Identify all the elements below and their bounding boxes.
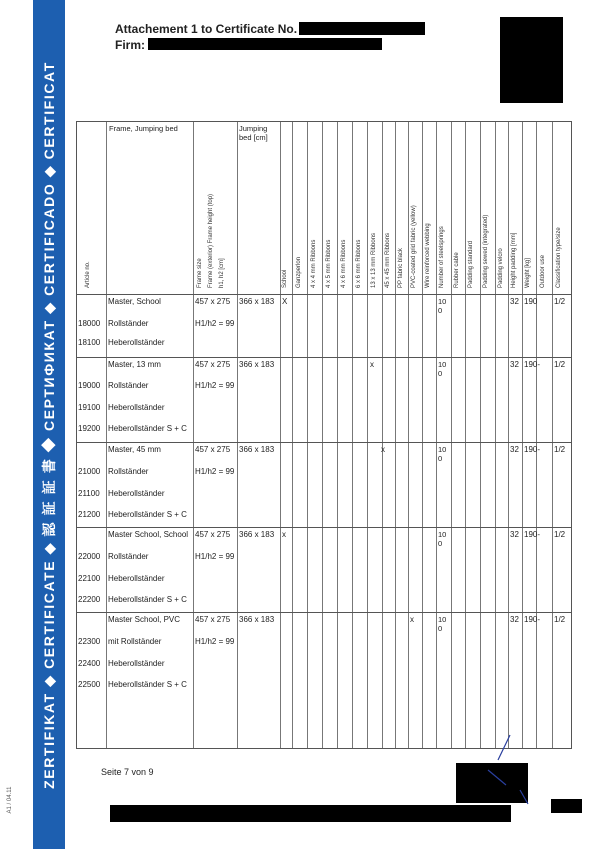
classification-header: Classification type/size (556, 227, 562, 288)
article-no: 22100 (78, 574, 101, 583)
variant: Heberollständer S + C (108, 424, 187, 433)
frame-units-header: h1, h2 [cm] (219, 258, 225, 288)
ganzperlon-header: Ganzperlon (296, 256, 302, 288)
weight: 190- (524, 360, 541, 369)
redaction-firm (148, 38, 382, 50)
outdoor-use-header: Outdoor use (540, 254, 546, 288)
product-table (76, 121, 572, 749)
variant: Heberollständer (108, 574, 165, 583)
jumping-bed-size: 366 x 183 (239, 297, 275, 306)
pp-fabric-header: PP fabric black (398, 248, 404, 288)
article-no: 19100 (78, 403, 101, 412)
height-padding-header: Height padding [mm] (511, 232, 517, 288)
article-no: 21200 (78, 510, 101, 519)
frame-height: H1/h2 = 99 (195, 319, 235, 328)
frame-height: H1/h2 = 99 (195, 381, 235, 390)
firm-label: Firm: (115, 38, 145, 52)
article-no: 22400 (78, 659, 101, 668)
pvc-grid-header: PVC-coated grid fabric (yellow) (411, 205, 417, 288)
classification: 1/2 (554, 615, 566, 624)
weight-header: Weight [kg] (525, 258, 531, 288)
frame-height: H1/h2 = 99 (195, 467, 235, 476)
ribbons-45x45-header: 45 x 45 mm Ribbons (385, 232, 391, 288)
redaction-footer (110, 805, 511, 822)
page-title: Attachement 1 to Certificate No. (115, 22, 298, 36)
form-code: A1 / 04.11 (7, 786, 13, 814)
article-no: 19200 (78, 424, 101, 433)
frame-size: 457 x 275 (195, 445, 231, 454)
variant: Heberollständer S + C (108, 510, 187, 519)
variant: Heberollständer (108, 403, 165, 412)
school-mark: x (282, 530, 286, 539)
jumping-bed-size: 366 x 183 (239, 360, 275, 369)
steelsprings-count: 10 0 (438, 615, 447, 633)
variant: Heberollständer (108, 659, 165, 668)
jumping-bed-size: 366 x 183 (239, 445, 275, 454)
side-strip-text: ZERTIFIKAT ◆ CERTIFICATE ◆ 認 証 証 書 ◆ СЕРТИФИКАТ ◆ CERTIFICADO ◆ CERTIFICAT (41, 61, 57, 789)
group-name: Master School, School (108, 530, 189, 539)
article-no: 22000 (78, 552, 101, 561)
frame-size-header: Frame size (197, 258, 203, 288)
signature-stroke (470, 730, 540, 810)
height-padding: 32 (510, 530, 519, 539)
article-no: 22200 (78, 595, 101, 604)
variant: Rollständer (108, 552, 149, 561)
padding-velcro-header: Padding velcro (498, 248, 504, 288)
classification: 1/2 (554, 445, 566, 454)
variant: Rollständer (108, 319, 149, 328)
frame-exterior-header: Frame (exterior) Frame height (top) (208, 193, 214, 288)
frame-jumping-bed-header: Frame, Jumping bed (109, 124, 178, 133)
classification: 1/2 (554, 360, 566, 369)
variant: mit Rollständer (108, 637, 162, 646)
frame-height: H1/h2 = 99 (195, 552, 235, 561)
classification: 1/2 (554, 297, 566, 306)
jumping-bed-size: 366 x 183 (239, 615, 275, 624)
steelsprings-header: Number of steelsprings (439, 226, 445, 288)
ribbons-4x5-header: 4 x 5 mm Ribbons (326, 239, 332, 288)
variant: Heberollständer (108, 489, 165, 498)
frame-height: H1/h2 = 99 (195, 637, 235, 646)
jumping-bed-header: Jumping bed [cm] (239, 124, 268, 142)
article-no: 18000 (78, 319, 101, 328)
group-name: Master, 45 mm (108, 445, 161, 454)
group-name: Master, School (108, 297, 161, 306)
ribbons-4x6-header: 4 x 6 mm Ribbons (341, 239, 347, 288)
weight: 190 (524, 297, 538, 306)
ribbons-13-mark: x (370, 360, 374, 369)
steelsprings-count: 10 0 (438, 445, 447, 463)
frame-size: 457 x 275 (195, 360, 231, 369)
height-padding: 32 (510, 297, 519, 306)
steelsprings-count: 10 0 (438, 360, 447, 378)
padding-standard-header: Padding standard (468, 240, 474, 288)
article-no: 22500 (78, 680, 101, 689)
article-no: 22300 (78, 637, 101, 646)
ribbons-4x4-header: 4 x 4 mm Ribbons (311, 239, 317, 288)
height-padding: 32 (510, 360, 519, 369)
group-name: Master School, PVC (108, 615, 181, 624)
article-no: 19000 (78, 381, 101, 390)
frame-size: 457 x 275 (195, 297, 231, 306)
padding-sewed-header: Padding sewed (integrated) (483, 214, 489, 288)
weight: 190- (524, 445, 541, 454)
weight: 190- (524, 530, 541, 539)
variant: Rollständer (108, 381, 149, 390)
jumping-bed-size: 366 x 183 (239, 530, 275, 539)
variant: Rollständer (108, 467, 149, 476)
school-header: School (282, 269, 288, 288)
frame-size: 457 x 275 (195, 615, 231, 624)
variant: Heberollständer S + C (108, 680, 187, 689)
variant: Heberollständer (108, 338, 165, 347)
page-number: Seite 7 von 9 (101, 767, 154, 777)
height-padding: 32 (510, 445, 519, 454)
classification: 1/2 (554, 530, 566, 539)
ribbons-13x13-header: 13 x 13 mm Ribbons (371, 232, 377, 288)
wire-webbing-header: Wire reinforced webbing (425, 223, 431, 288)
article-no-header: Article no. (85, 261, 91, 288)
article-no: 18100 (78, 338, 101, 347)
height-padding: 32 (510, 615, 519, 624)
school-mark: X (282, 297, 288, 306)
redaction-logo (500, 17, 563, 103)
article-no: 21000 (78, 467, 101, 476)
frame-size: 457 x 275 (195, 530, 231, 539)
redaction-footer-right (551, 799, 582, 813)
article-no: 21100 (78, 489, 100, 498)
redaction-certificate-no (299, 22, 425, 35)
rubber-cable-header: Rubber cable (454, 252, 460, 288)
ribbons-45-mark: x (381, 445, 385, 454)
steelsprings-count: 10 0 (438, 297, 447, 315)
pvc-mark: x (410, 615, 414, 624)
variant: Heberollständer S + C (108, 595, 187, 604)
steelsprings-count: 10 0 (438, 530, 447, 548)
weight: 190- (524, 615, 541, 624)
group-name: Master, 13 mm (108, 360, 161, 369)
ribbons-6x6-header: 6 x 6 mm Ribbons (356, 239, 362, 288)
